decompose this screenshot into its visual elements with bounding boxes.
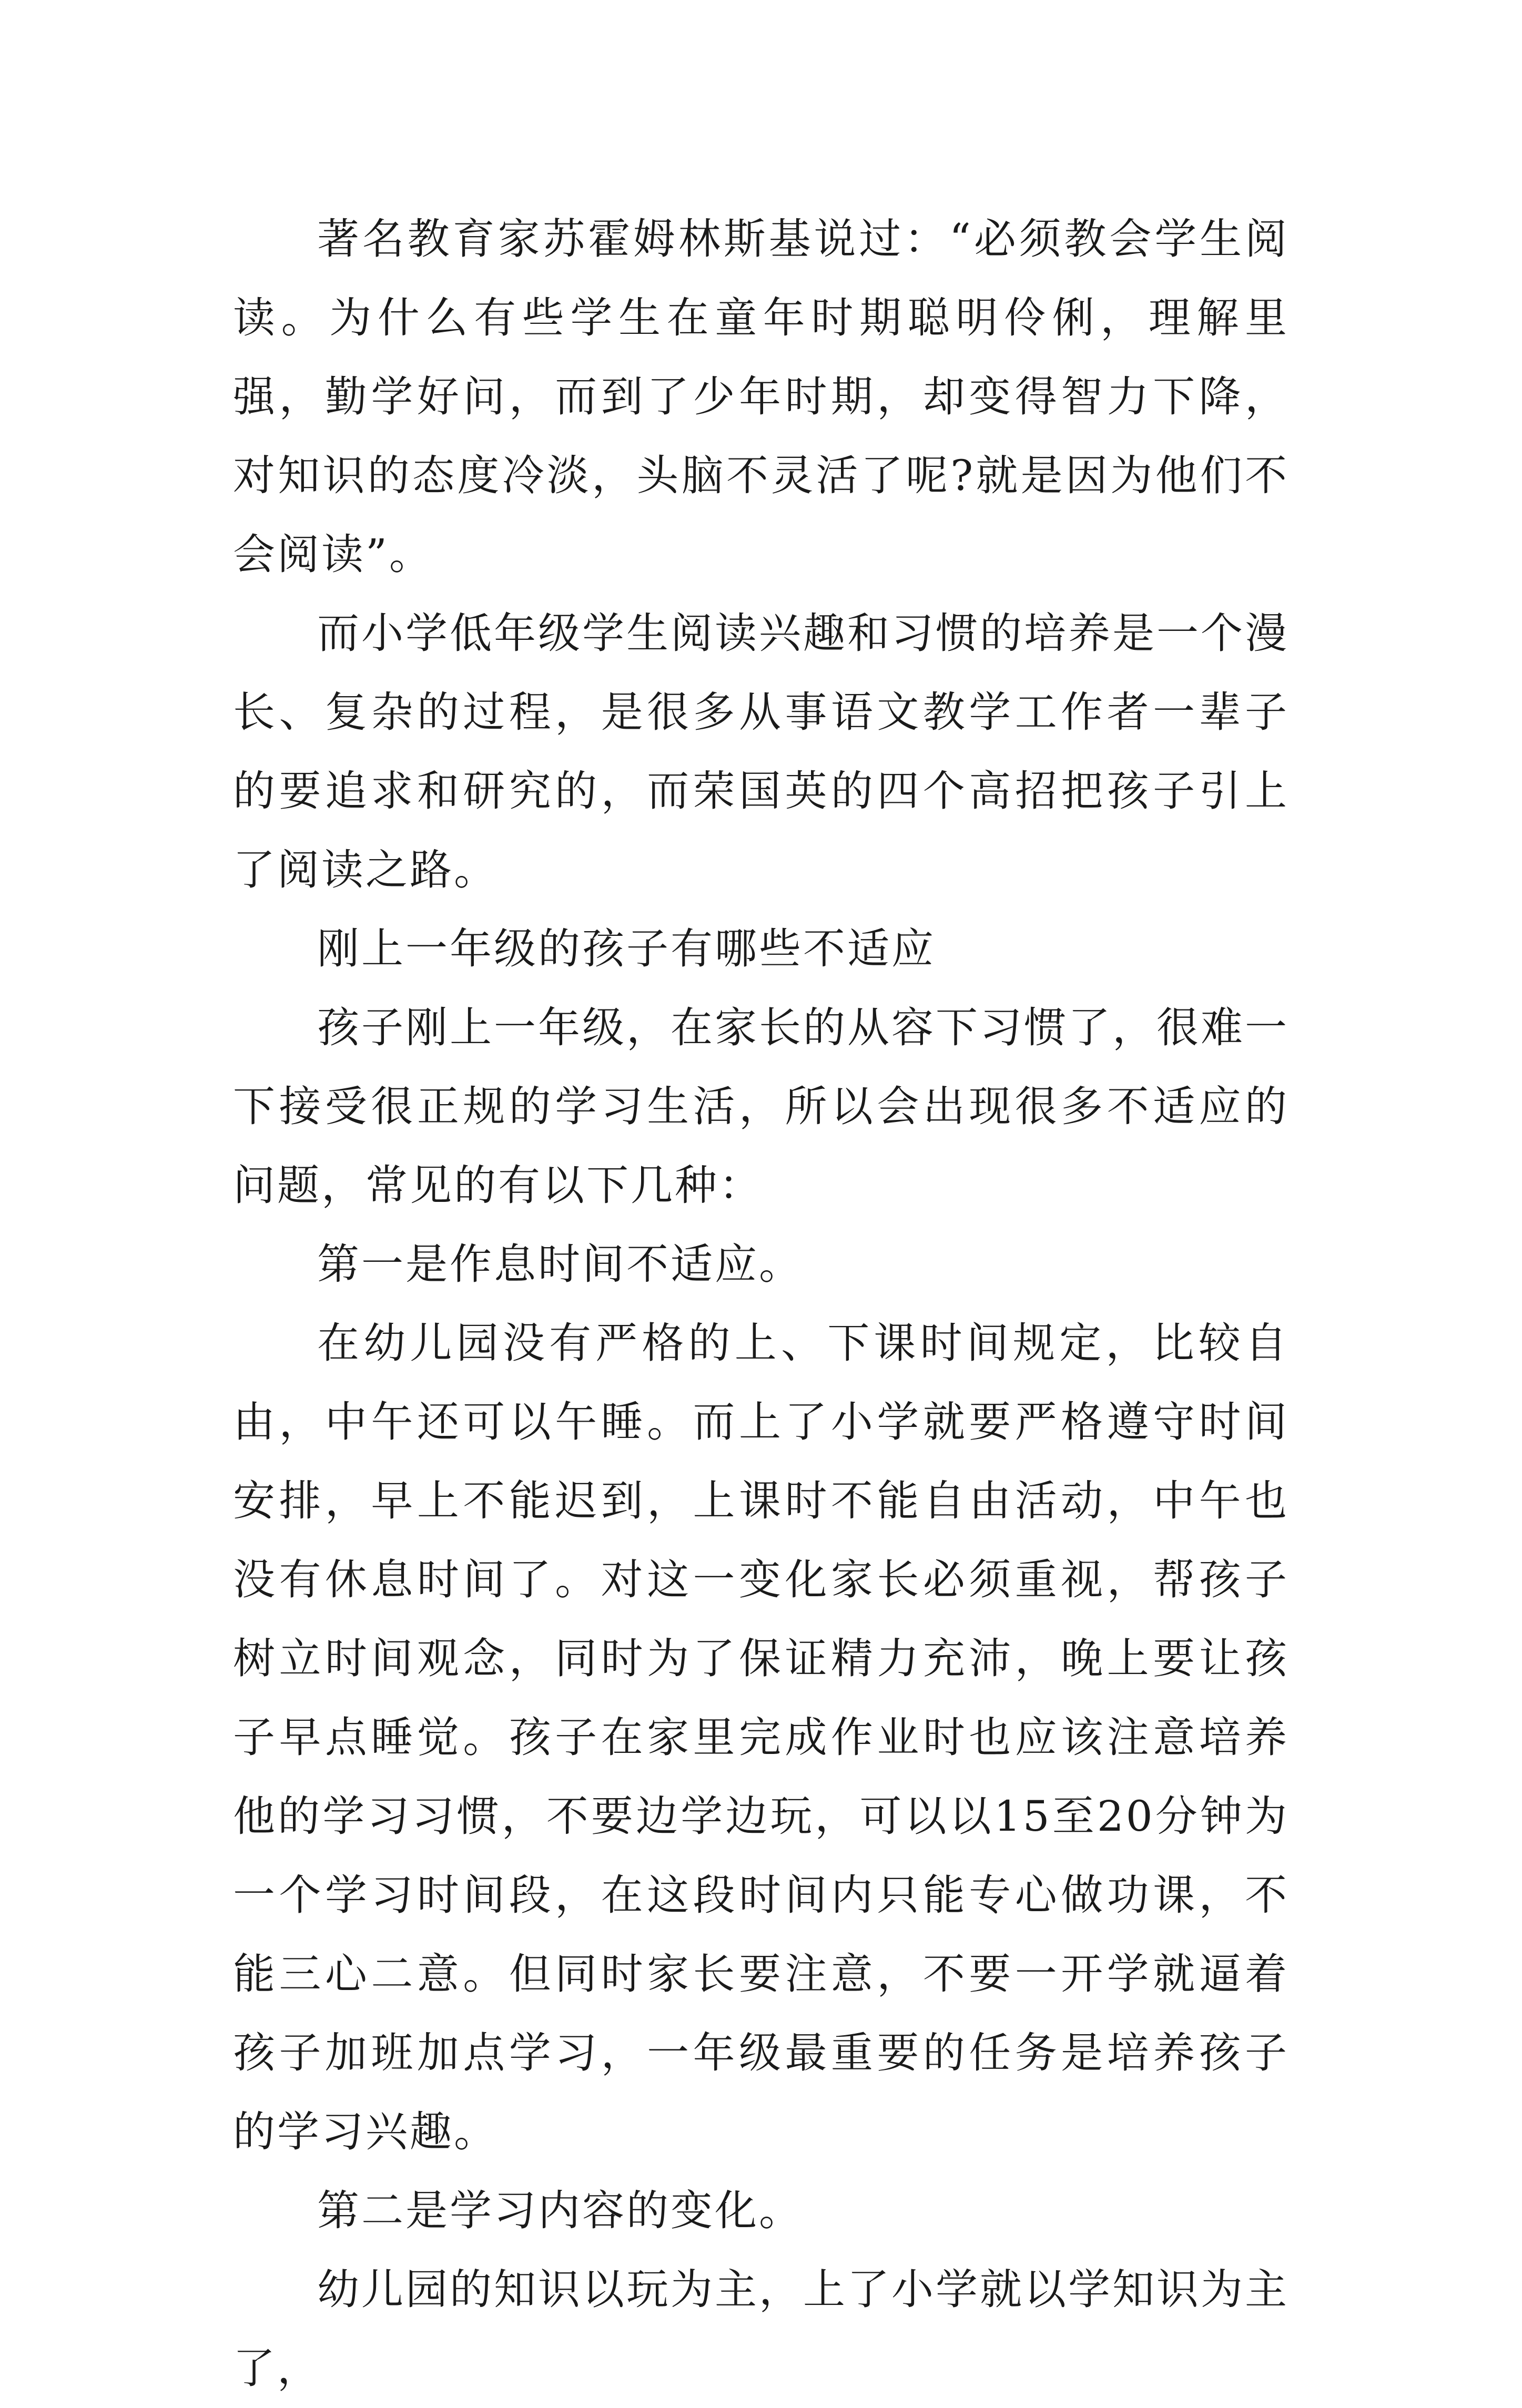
subheading-schedule: 第一是作息时间不适应。 [317, 1240, 803, 1289]
paragraph-intro-problems: 孩子刚上一年级，在家长的从容下习惯了，很难一下接受很正规的学习生活，所以会出现很多不适应的问题，常见的有以下几种： [233, 1003, 1289, 1210]
paragraph-content-change: 幼儿园的知识以玩为主，上了小学就以学知识为主了， [233, 2265, 1289, 2393]
paragraph-reading-habits: 而小学低年级学生阅读兴趣和习惯的培养是一个漫长、复杂的过程，是很多从事语文教学工作者一辈子的要追求和研究的，而荣国英的四个高招把孩子引上了阅读之路。 [233, 609, 1289, 894]
paragraph-schedule: 在幼儿园没有严格的上、下课时间规定，比较自由，中午还可以午睡。而上了小学就要严格遵守时间安排，早上不能迟到，上课时不能自由活动，中午也没有休息时间了。对这一变化家长必须重视，帮孩子树立时间观念，同时为了保证精力充沛，晚上要让孩子早点睡觉。孩子在家里完成作业时也应该注意培养他的学习习惯，不要边学边玩，可以以15至20分钟为一个学习时间段，在这段时间内只能专心做功课，不能三心二意。但同时家长要注意，不要一开学就逼着孩子加班加点学习，一年级最重要的任务是培养孩子的学习兴趣。 [233, 1319, 1289, 2156]
document-body [233, 200, 1289, 2408]
paragraph-quote: 著名教育家苏霍姆林斯基说过：“必须教会学生阅读。为什么有些学生在童年时期聪明伶俐，理解里强，勤学好问，而到了少年时期，却变得智力下降，对知识的态度冷淡，头脑不灵活了呢?就是因为他们不会阅读”。 [233, 215, 1289, 579]
section-heading-first-grade: 刚上一年级的孩子有哪些不适应 [317, 924, 936, 973]
subheading-content-change: 第二是学习内容的变化。 [317, 2186, 803, 2235]
